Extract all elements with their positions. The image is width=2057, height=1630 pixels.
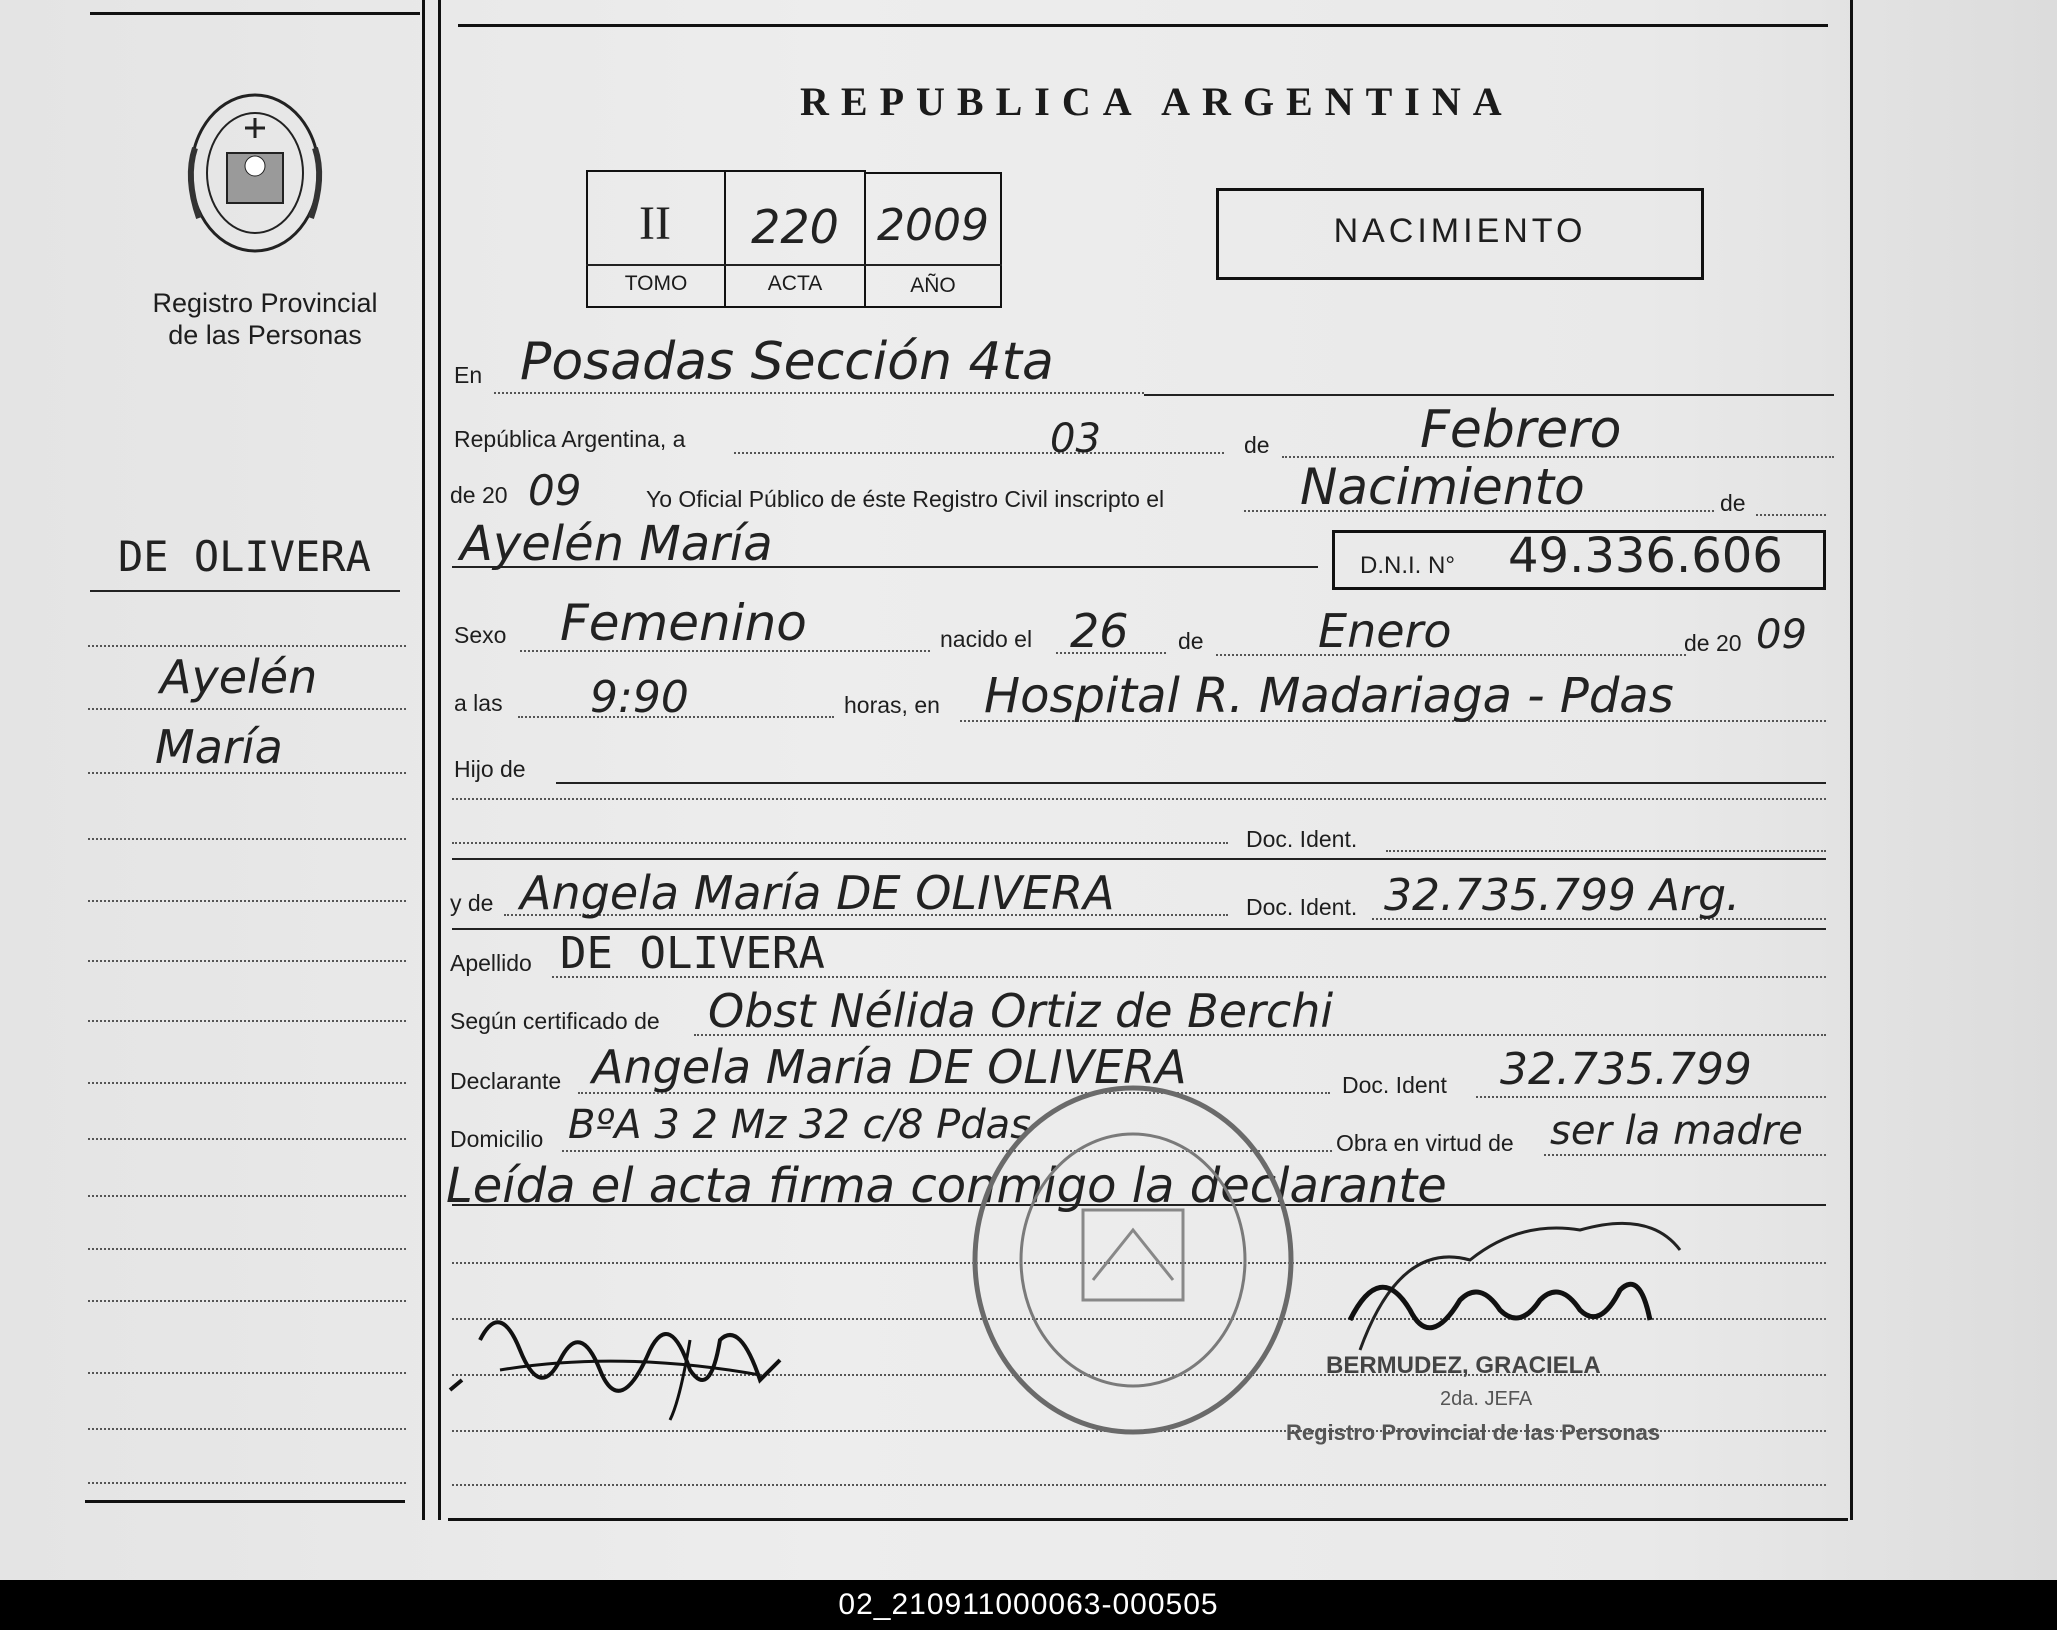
birth-month-value: Enero	[1318, 604, 1452, 658]
margin-dotted-line	[88, 1082, 406, 1084]
time-value: 9:90	[590, 672, 689, 723]
margin-dotted-line	[88, 900, 406, 902]
margin-dotted-line	[88, 1482, 406, 1484]
margin-name-line1: Ayelén	[160, 650, 318, 704]
year-suffix-value: 09	[528, 466, 582, 515]
country-title: REPUBLICA ARGENTINA	[800, 79, 1514, 124]
margin-dotted-line	[88, 1372, 406, 1374]
doc-ident-label-3: Doc. Ident	[1342, 1072, 1447, 1098]
anio-label: AÑO	[910, 274, 956, 297]
inscribed-value: Nacimiento	[1300, 458, 1585, 516]
top-border-right	[458, 24, 1828, 27]
separator-line	[452, 858, 1826, 860]
obra-label: Obra en virtud de	[1336, 1130, 1514, 1156]
place-value: Posadas Sección 4ta	[520, 332, 1054, 392]
father-line-3	[452, 842, 1228, 844]
hijo-label: Hijo de	[454, 756, 526, 782]
de-line-2	[1756, 514, 1826, 516]
closing-value: Leída el acta firma conmigo la declarante	[446, 1158, 1447, 1214]
official-stamp-icon	[968, 1080, 1298, 1440]
margin-dotted-line	[88, 708, 406, 710]
oficial-label: Yo Oficial Público de éste Registro Civil inscripto el	[646, 486, 1165, 512]
segun-label: Según certificado de	[450, 1008, 660, 1034]
horas-label: horas, en	[844, 692, 940, 718]
en-label: En	[454, 362, 483, 388]
child-name-value: Ayelén María	[460, 516, 773, 572]
tomo-label: TOMO	[624, 272, 688, 295]
month-value: Febrero	[1420, 400, 1622, 460]
de-label-2: de	[1720, 490, 1746, 516]
domicilio-label: Domicilio	[450, 1126, 544, 1152]
dni-value: 49.336.606	[1508, 528, 1783, 584]
margin-dotted-line	[88, 1020, 406, 1022]
alas-label: a las	[454, 690, 503, 716]
declarante-label: Declarante	[450, 1068, 562, 1094]
record-grid-divider	[586, 264, 1002, 266]
apellido-value: DE OLIVERA	[560, 928, 825, 979]
apellido-label: Apellido	[450, 950, 532, 976]
margin-surname: DE OLIVERA	[118, 532, 371, 581]
official-org: Registro Provincial de las Personas	[1286, 1420, 1661, 1445]
margin-dotted-line	[88, 645, 406, 647]
declarante-value: Angela María DE OLIVERA	[592, 1040, 1187, 1094]
place-line-solid	[1144, 394, 1834, 396]
margin-dotted-line	[88, 960, 406, 962]
official-title: 2da. JEFA	[1440, 1388, 1533, 1410]
birth-day-value: 26	[1070, 604, 1129, 658]
record-type-label: NACIMIENTO	[1333, 212, 1587, 250]
birth-year-suffix-value: 09	[1756, 612, 1807, 658]
declarant-signature-icon	[440, 1280, 840, 1430]
page-right-border	[1850, 0, 1853, 1520]
registry-name-line2: de las Personas	[168, 320, 362, 350]
mother-value: Angela María DE OLIVERA	[520, 866, 1115, 920]
official-signature-icon	[1320, 1200, 1720, 1370]
acta-value: 220	[751, 200, 839, 254]
obra-line	[1544, 1154, 1826, 1156]
image-id-footer: 02_210911000063-000505	[0, 1580, 2057, 1630]
yde-label: y de	[450, 890, 494, 916]
birth-year-prefix-label: de 20	[1684, 630, 1742, 656]
official-name: BERMUDEZ, GRACIELA	[1326, 1352, 1601, 1379]
domicilio-value: BºA 3 2 Mz 32 c/8 Pdas	[568, 1102, 1032, 1148]
father-doc-line	[1386, 850, 1826, 852]
declarante-doc-value: 32.735.799	[1500, 1044, 1752, 1095]
blank-line	[452, 1484, 1826, 1486]
republica-label: República Argentina, a	[454, 426, 686, 452]
year-prefix-label: de 20	[450, 482, 508, 508]
child-name-line	[452, 566, 1318, 568]
place-birth-value: Hospital R. Madariaga - Pdas	[984, 668, 1674, 724]
obra-value: ser la madre	[1550, 1108, 1803, 1154]
doc-ident-label-2: Doc. Ident.	[1246, 894, 1358, 920]
certificado-value: Obst Nélida Ortiz de Berchi	[708, 984, 1334, 1038]
sexo-value: Femenino	[560, 594, 807, 652]
acta-label: ACTA	[767, 272, 823, 295]
doc-ident-label-1: Doc. Ident.	[1246, 826, 1358, 852]
nacido-label: nacido el	[940, 626, 1033, 652]
bottom-border-left	[85, 1500, 405, 1503]
day-value: 03	[1050, 416, 1101, 462]
mother-doc-value: 32.735.799 Arg.	[1384, 870, 1741, 921]
de-label-1: de	[1244, 432, 1270, 458]
day-line	[734, 452, 1224, 454]
provincial-seal-icon	[175, 88, 335, 258]
tomo-value: II	[639, 197, 671, 250]
dni-label: D.N.I. N°	[1360, 552, 1455, 579]
top-border-left	[90, 12, 420, 15]
registry-name-line1: Registro Provincial	[152, 288, 378, 318]
bottom-border-right	[448, 1518, 1848, 1521]
margin-divider-left	[422, 0, 425, 1520]
father-line-2	[452, 798, 1826, 800]
margin-dotted-line	[88, 1138, 406, 1140]
father-line	[556, 782, 1826, 784]
place-line	[494, 392, 1144, 394]
margin-dotted-line	[88, 1300, 406, 1302]
margin-dotted-line	[88, 1195, 406, 1197]
margin-dotted-line	[88, 772, 406, 774]
sexo-label: Sexo	[454, 622, 507, 648]
margin-dotted-line	[88, 1248, 406, 1250]
margin-name-line2: María	[155, 720, 283, 774]
declarante-doc-line	[1476, 1096, 1826, 1098]
margin-dotted-line	[88, 838, 406, 840]
de-label-3: de	[1178, 628, 1204, 654]
margin-dotted-line	[88, 1428, 406, 1430]
margin-surname-underline	[90, 590, 400, 592]
anio-value: 2009	[877, 200, 989, 251]
